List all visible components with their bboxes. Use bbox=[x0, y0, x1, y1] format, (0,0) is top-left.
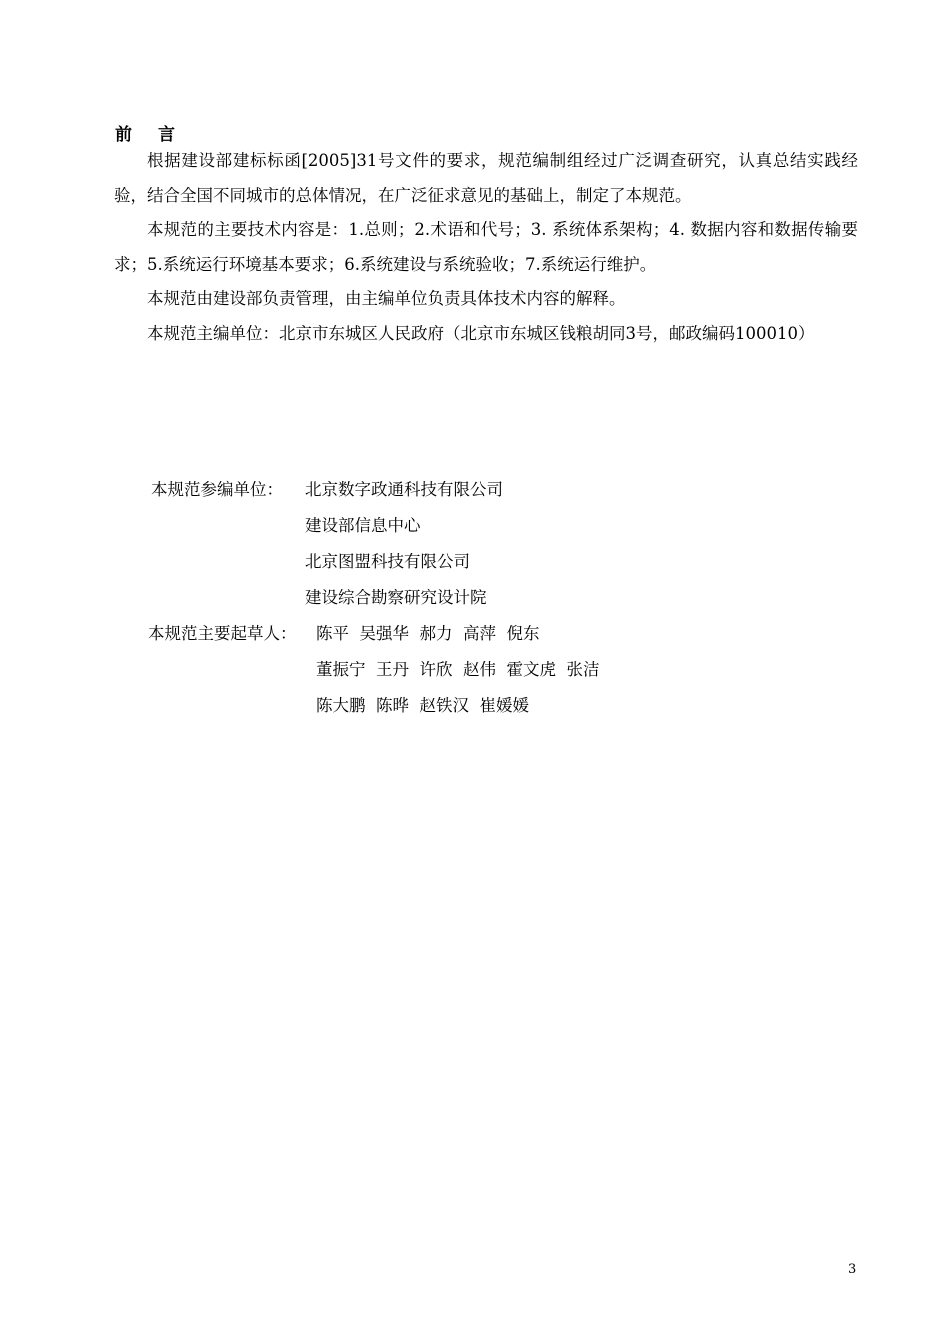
paragraph-background: 根据建设部建标标函[2005]31号文件的要求，规范编制组经过广泛调查研究，认真总结实践经验，结合全国不同城市的总体情况，在广泛征求意见的基础上，制定了本规范。 bbox=[114, 151, 858, 205]
drafters-label: 本规范主要起草人： bbox=[148, 624, 297, 643]
participating-unit-item: 北京数字政通科技有限公司 bbox=[305, 480, 503, 499]
drafters-line: 董振宁 王丹 许欣 赵伟 霍文虎 张洁 bbox=[316, 660, 600, 679]
drafters-line: 陈大鹏 陈晔 赵铁汉 崔媛媛 bbox=[316, 696, 529, 715]
section-heading: 前言 bbox=[115, 125, 201, 145]
drafters-line: 陈平 吴强华 郝力 高萍 倪东 bbox=[316, 624, 540, 643]
participating-unit-item: 建设部信息中心 bbox=[305, 516, 421, 535]
paragraph-management: 本规范由建设部负责管理，由主编单位负责具体技术内容的解释。 bbox=[147, 289, 626, 308]
participating-units-label: 本规范参编单位： bbox=[151, 480, 283, 499]
paragraph-chief-editor: 本规范主编单位：北京市东城区人民政府（北京市东城区钱粮胡同3号，邮政编码100010） bbox=[147, 323, 815, 343]
body-text bbox=[114, 144, 858, 351]
participating-unit-item: 北京图盟科技有限公司 bbox=[305, 552, 470, 571]
participating-unit-item: 建设综合勘察研究设计院 bbox=[305, 588, 487, 607]
paragraph-technical-contents: 本规范的主要技术内容是：1.总则；2.术语和代号；3. 系统体系架构；4. 数据内容和数据传输要求；5.系统运行环境基本要求；6.系统建设与系统验收；7.系统运行维护。 bbox=[114, 220, 858, 274]
page-number: 3 bbox=[848, 1262, 857, 1277]
